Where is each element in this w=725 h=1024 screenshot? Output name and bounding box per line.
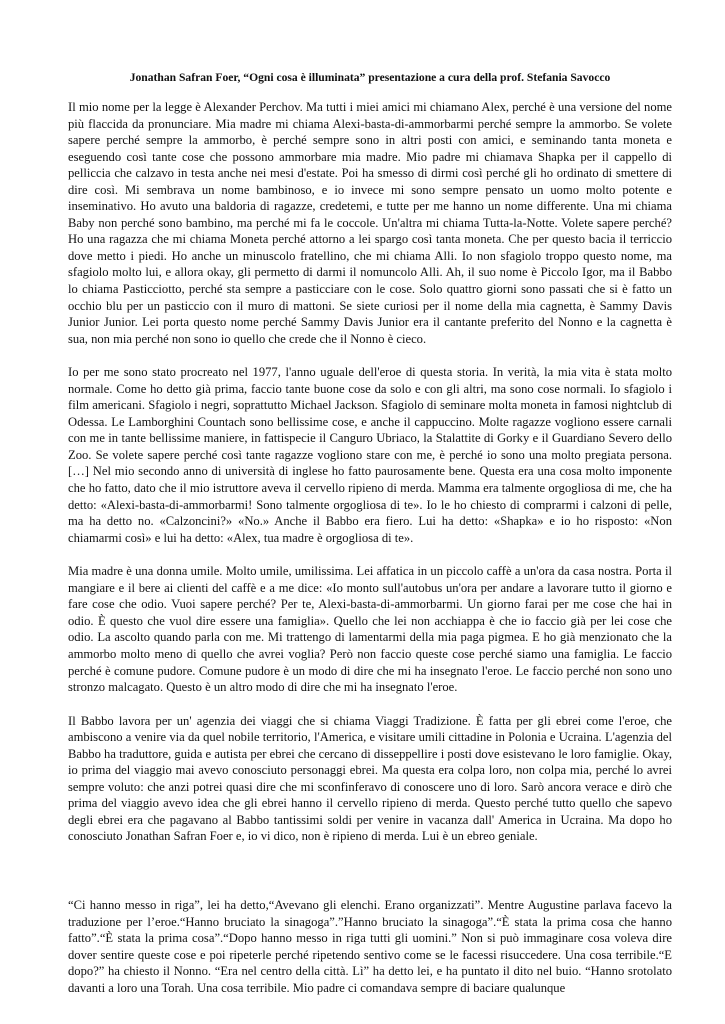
document-title: Jonathan Safran Foer, “Ogni cosa è illuminata” presentazione a cura della prof. Stefania Savocco [129, 71, 611, 84]
paragraph-4-text-c: Ucraina. Ma dopo ho conosciuto Jonathan Safran Foer e, io vi dico, non è ripieno di merda. Lui è un ebreo geniale. [68, 812, 672, 844]
paragraph-5-text-e: ”.“Dopo hanno messo in riga tutti gli uomini.” Non si può immaginare cosa voleva dire dover sentire queste cose e poi ripeterle perché ripetendo sentivo come se le facessi risuccedere. Una cosa terribile.“E dopo?” ha chiesto il Nonno. “Era nel centro della città. Lì” ha detto lei, e ha puntato il dito nel buio. “Hanno srotolato davanti a loro una Torah. Una cosa terribile. Mio padre ci comandava sempre di baciare qualunque [68, 931, 672, 995]
paragraph-2: Io per me sono stato procreato nel 1977, l'anno uguale dell'eroe di questa storia. In verità, la mia vita è stata molto normale. Come ho detto già prima, faccio tante buone cose da solo e con gli altri, ma sono cose normali. Io sfagiolo i film americani. Sfagiolo i negri, soprattutto Michael Jackson. Sfagiolo di seminare molta moneta in famosi nightclub di Odessa. Le Lamborghini Countach sono bellissime cose, e anche il cappuccino. Molte ragazze vogliono essere carnali con me in tante bellissime maniere, in fattispecie il Canguro Ubriaco, la Stalattite di Gorky e il Guardiano Severo dello Zoo. Se volete sapere perché così tante ragazze vogliono stare con me, è perché io sono una molto pregiata persona. […] Nel mio secondo anno di università di inglese ho fatto paurosamente bene. Questa era una cosa molto imponente che ho fatto, dato che il mio istruttore aveva il cervello ripieno di merda. Mamma era talmente orgogliosa di me, che ha detto: «Alexi-basta-di-ammorbarmi! Sono talmente orgogliosa di te». Io le ho chiesto di comprarmi i calzoni di pelle, ma ha detto no. «Calzoncini?» «No.» Anche il Babbo era fiero. Lui ha detto: «Shapka» e io ho risposto: «Non chiamarmi così» e lui ha detto: «Alex, tua madre è orgogliosa di te». [68, 365, 672, 545]
document-page [68, 70, 672, 1013]
paragraph-4-text-a: Il Babbo lavora per un' agenzia dei viaggi che si chiama Viaggi Tradizione. È fatta per gli ebrei come l'eroe, che ambiscono a venire via da quel nobile territorio, l'America, e visitare umili cittadine in Polonia e Ucraina. L'agenzia del Babbo ha traduttore, guida e autista per ebrei che cercano di disseppellire i posti dove esistevano le loro famiglie. Okay, io prima del viaggio mai avevo conosciuto personaggi ebrei. Ma questa era colpa loro, non colpa mia, perché lo avrei sempre voluto: che anzi potrei quasi dire che mi sconfinferavo di conoscere uno di loro. Sarò ancora verace e dirò che prima del viaggio avevo idea che gli ebrei hanno il cervello ripieno di merda. Questo perché tutto quello che sapevo degli ebrei era che pagavano al Babbo tantissimi soldi per venire in vacanza [68, 713, 672, 827]
paragraph-5-text-c: ”.“È stata la prima cosa che hanno fatto”.“ [68, 914, 672, 946]
paragraph-1: Il mio nome per la legge è Alexander Perchov. Ma tutti i miei amici mi chiamano Alex, perché è una versione del nome più flaccida da pronunciare. Mia madre mi chiama Alexi-basta-di-ammorbarmi perché sempre la ammorbo. Se volete sapere perché sempre la ammorbo, è perché sempre sono in altri posti con amici, e seminando tanta moneta e eseguendo così tante cose che possono ammorbare mia madre. Mio padre mi chiamava Shapka per il cappello di pelliccia che calzavo in testa anche nei mesi d'estate. Poi ha smesso di dirmi così perché gli ho ordinato di smettere di dire così. Mi sembrava un nome bambinoso, e io invece mi sono sempre pensato un uomo molto potente e inseminativo. Ho avuto una baldoria di ragazze, credetemi, e tutte per me hanno un nome differente. Una mi chiama Baby non perché sono bambino, ma perché mi fa le coccole. Un'altra mi chiama Tutta-la-Notte. Volete sapere perché? Ho una ragazza che mi chiama Moneta perché attorno a lei spargo così tanta moneta. Che per questo bacia il terriccio dove metto i piedi. Ho anche un minuscolo fratellino, che mi chiama Alli. Io non sfagiolo troppo questo nome, ma sfagiolo molto lui, e allora okay, gli permetto di darmi il nomuncolo Alli. Ah, il suo nome è Piccolo Igor, ma il Babbo lo chiama Pasticciotto, perché sta sempre a pasticciare con le cose. Solo quattro giorni sono passati che si è fatto un occhio blu per un pasticcio con il muro di mattoni. Se siete curiosi per il nome della mia cagnetta, è Sammy Davis Junior Junior. Lei porta questo nome perché Sammy Davis Junior era il cantante preferito del Nonno e la cagnetta è sua, non mia perché non sono io quello che crede che il Nonno è cieco. [68, 100, 672, 346]
paragraph-4-italic-text: dall' America in [473, 812, 556, 827]
paragraph-5-italic-text-1: Hanno bruciato la sinagoga [343, 914, 488, 929]
paragraph-3: Mia madre è una donna umile. Molto umile, umilissima. Lei affatica in un piccolo caffè a un'ora da casa nostra. Porta il mangiare e il bere ai clienti del caffè e a me dice: «Io monto sull'autobus un'ora per andare a lavorare tutto il giorno e fare cose che odio. Vuoi sapere perché? Per te, Alexi-basta-di-ammorbarmi. Un giorno farai per me cose che hai in odio. È questo che vuol dire essere una famiglia». Quello che lei non acchiappa è che io faccio già per lei cose che odio. La ascolto quando parla con me. Mi trattengo di lamentarmi della mia paga pigmea. E ho già menzionato che la ammorbo molto meno di quello che avrei voglia? Però non faccio queste cose perché siamo una famiglia. Le faccio perché è comune pudore. Comune pudore è un modo di dire che mi ha insegnato l'eroe. Le faccio perché non sono uno stronzo malcagato. Questo è un altro modo di dire che mi ha insegnato l'eroe. [68, 564, 672, 695]
paragraph-4 [68, 713, 672, 845]
paragraph-5-text-a: “Ci hanno messo in riga”, lei ha detto,“Avevano gli elenchi. Erano organizzati”. Mentre Augustine parlava facevo la traduzione per l’eroe.“Hanno bruciato la sinagoga”.” [68, 897, 672, 929]
paragraph-5 [68, 897, 672, 996]
paragraph-5-italic-text-2: È stata la prima cosa [105, 931, 215, 946]
